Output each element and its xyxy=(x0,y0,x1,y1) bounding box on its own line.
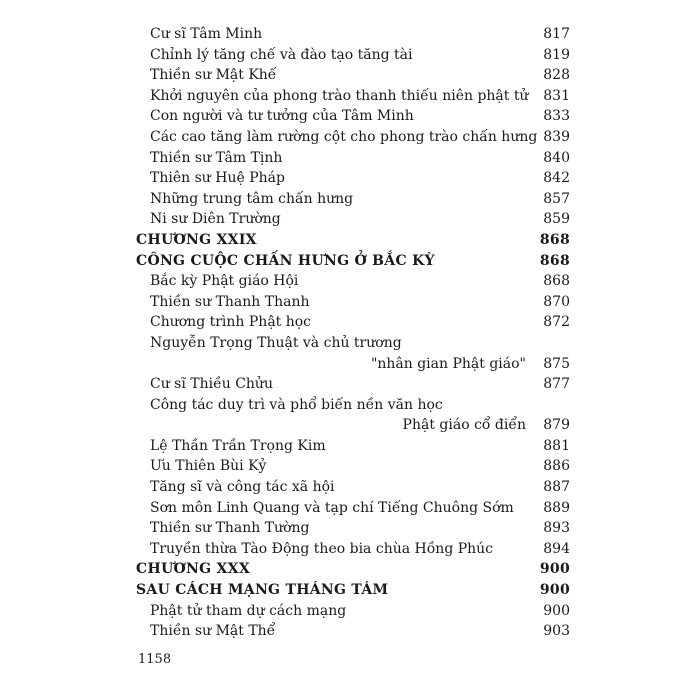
toc-entry xyxy=(136,148,570,169)
toc-entry-title: Ưu Thiên Bùi Kỷ xyxy=(150,458,267,475)
toc-entry-title: Thiền sư Tâm Tịnh xyxy=(150,149,283,166)
toc-entry xyxy=(136,271,570,292)
toc-entry xyxy=(136,189,570,210)
toc-entry-title: Thiền sư Mật Khế xyxy=(150,67,277,84)
toc-entry xyxy=(136,24,570,45)
toc-entry-title: Chương trình Phật học xyxy=(150,314,312,331)
toc-entry xyxy=(136,477,570,498)
toc-entry-page: 868 xyxy=(539,231,570,248)
toc-entry xyxy=(136,621,570,642)
toc-entry-title: Cư sĩ Tâm Minh xyxy=(150,26,263,42)
toc-entry-page: 857 xyxy=(543,190,570,207)
toc-entry-title: Tăng sĩ và công tác xã hội xyxy=(150,479,335,496)
toc-entry-page: 839 xyxy=(543,128,570,145)
toc-entry xyxy=(136,539,570,560)
toc-entry-page: 886 xyxy=(543,458,570,475)
toc-entry xyxy=(136,106,570,127)
toc-entry-title: SAU CÁCH MẠNG THÁNG TÁM xyxy=(136,582,389,599)
toc-entry xyxy=(136,65,570,86)
toc-entry xyxy=(136,415,570,436)
toc-entry-page: 819 xyxy=(543,46,570,63)
toc-entry-page: 831 xyxy=(543,87,570,104)
toc-entry-title: Con người và tư tưởng của Tâm Minh xyxy=(150,108,414,125)
toc-entry-page: 833 xyxy=(543,108,570,125)
toc-entry-title: Phật tử tham dự cách mạng xyxy=(150,602,347,619)
toc-entry-title: "nhân gian Phật giáo" xyxy=(370,355,526,372)
table-of-contents xyxy=(136,24,570,642)
toc-entry xyxy=(136,456,570,477)
toc-entry-page: 889 xyxy=(543,499,570,516)
toc-entry xyxy=(136,374,570,395)
page-number: 1158 xyxy=(138,652,172,667)
toc-entry-title: Thiền sư Thanh Thanh xyxy=(150,293,310,310)
toc-chapter-heading xyxy=(136,559,570,580)
toc-entry-page: 900 xyxy=(539,582,570,599)
toc-chapter-heading xyxy=(136,580,570,601)
toc-entry-page: 887 xyxy=(543,479,570,496)
toc-entry-page: 842 xyxy=(543,170,570,187)
toc-entry-title: Ni sư Diên Trường xyxy=(150,211,281,228)
toc-entry-title: Cư sĩ Thiều Chửu xyxy=(150,376,273,393)
toc-chapter-heading xyxy=(136,230,570,251)
toc-chapter-heading xyxy=(136,251,570,272)
toc-entry-page: 894 xyxy=(543,540,570,557)
toc-entry-page: 868 xyxy=(539,252,570,269)
toc-entry-title: Nguyễn Trọng Thuật và chủ trương xyxy=(150,334,402,351)
toc-entry-title: Lệ Thần Trần Trọng Kim xyxy=(150,437,326,454)
toc-entry-title: Phật giáo cổ điển xyxy=(402,417,526,434)
toc-entry-title: Sơn môn Linh Quang và tạp chí Tiếng Chuông Sớm xyxy=(150,499,514,516)
toc-entry xyxy=(136,436,570,457)
toc-entry-page: 877 xyxy=(543,376,570,393)
toc-entry-page: 900 xyxy=(539,561,570,578)
toc-entry-title: Khởi nguyên của phong trào thanh thiếu niên phật tử xyxy=(150,87,529,104)
toc-entry xyxy=(136,601,570,622)
toc-entry xyxy=(136,292,570,313)
toc-entry-title: Chỉnh lý tăng chế và đào tạo tăng tài xyxy=(150,46,413,63)
toc-entry-title: CHƯƠNG XXIX xyxy=(136,231,257,248)
toc-entry-title: Những trung tâm chấn hưng xyxy=(150,190,354,207)
toc-entry xyxy=(136,354,570,375)
toc-entry-title: Công tác duy trì và phổ biến nền văn học xyxy=(150,396,443,413)
toc-entry-page: 817 xyxy=(543,26,570,42)
toc-entry-title: CHƯƠNG XXX xyxy=(136,561,250,578)
toc-entry-page: 840 xyxy=(543,149,570,166)
toc-entry-title: Thiên sư Huệ Pháp xyxy=(150,170,285,187)
toc-entry xyxy=(136,209,570,230)
toc-entry xyxy=(136,518,570,539)
toc-entry-page: 881 xyxy=(543,437,570,454)
toc-entry-page: 893 xyxy=(543,520,570,537)
toc-entry xyxy=(136,498,570,519)
toc-entry-page: 879 xyxy=(543,417,570,434)
toc-entry xyxy=(136,168,570,189)
toc-entry-page: 870 xyxy=(543,293,570,310)
toc-entry-title: CÔNG CUỘC CHẤN HƯNG Ở BẮC KỲ xyxy=(136,252,435,269)
toc-entry xyxy=(136,395,570,416)
toc-entry-page: 875 xyxy=(543,355,570,372)
toc-entry-page: 868 xyxy=(543,273,570,290)
toc-entry-page: 859 xyxy=(543,211,570,228)
toc-entry xyxy=(136,127,570,148)
toc-entry-title: Thiền sư Thanh Tường xyxy=(150,520,310,537)
toc-entry xyxy=(136,45,570,66)
toc-entry-page: 872 xyxy=(543,314,570,331)
toc-entry-title: Các cao tăng làm rường cột cho phong trào chấn hưng xyxy=(150,128,538,145)
toc-entry xyxy=(136,333,570,354)
toc-entry xyxy=(136,86,570,107)
toc-entry-page: 828 xyxy=(543,67,570,84)
toc-entry-page: 900 xyxy=(543,602,570,619)
toc-entry-page: 903 xyxy=(543,623,570,640)
toc-entry-title: Truyền thừa Tào Động theo bia chùa Hồng Phúc xyxy=(150,540,494,557)
toc-entry-title: Thiền sư Mật Thể xyxy=(150,623,276,640)
toc-entry xyxy=(136,312,570,333)
toc-entry-title: Bắc kỳ Phật giáo Hội xyxy=(150,273,299,290)
